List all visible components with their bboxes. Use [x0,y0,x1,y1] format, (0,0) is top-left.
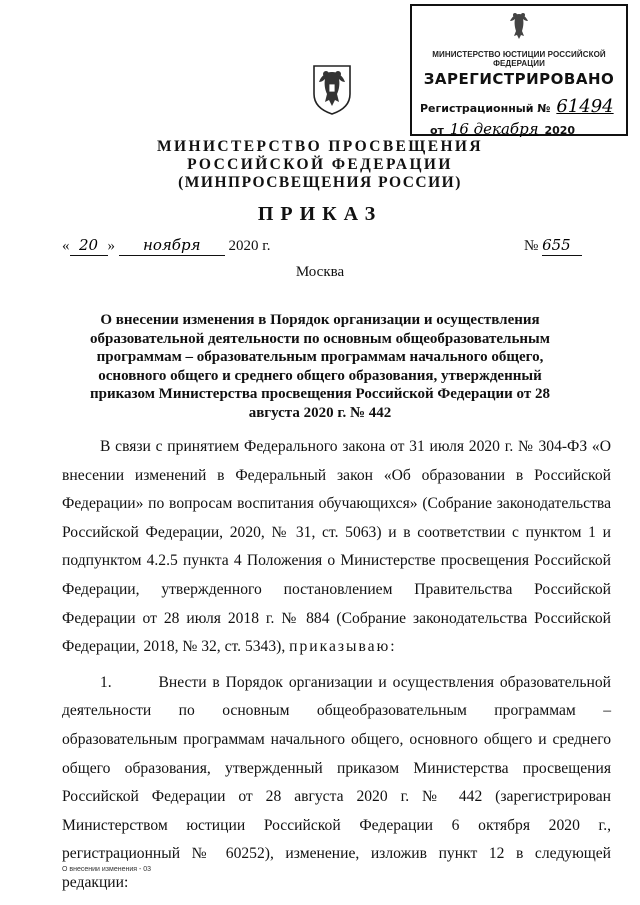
body-paragraph-1 [62,433,611,662]
coat-of-arms-icon [309,60,355,116]
order-number-handwritten: 655 [542,236,571,254]
stamp-ministry-name: МИНИСТЕРСТВО ЮСТИЦИИ РОССИЙСКОЙ ФЕДЕРАЦИИ [432,50,606,68]
order-date [62,236,270,256]
stamp-date-handwritten: 16 декабря [449,120,539,138]
footer-note: О внесении изменения - 03 [62,866,152,873]
body-paragraph-2-text: Внести в Порядок организации и осуществления образовательной деятельности по основным общеобразовательным программам – образовательным программам начального общего, основного общего и среднего общего образования, утвержденный приказом Министерства просвещения Российской Федерации от 28 августа 2020 г. № 442 (зарегистрирован Министерством юстиции Российской Федерации 6 октября 2020 г., регистрационный № 60252), изменение, изложив пункт 12 в следующей редакции: [62,673,611,891]
order-word: приказываю: [289,638,397,656]
stamp-registration-number [420,96,614,117]
body-paragraph-1-text: В связи с принятием Федерального закона от 31 июля 2020 г. № 304-ФЗ «О внесении изменений в Федеральный закон «Об образовании в Российской Федерации» по вопросам воспитания обучающихся» (Собрание законодательства Российской Федерации, 2020, № 31, ст. 5063) и в соответствии с пунктом 1 и подпунктом 4.2.5 пункта 4 Положения о Министерстве просвещения Российской Федерации, утвержденного постановлением Правительства Российской Федерации от 28 июля 2018 г. № 884 (Собрание законодательства Российской Федерации, 2018, № 32, ст. 5343), [62,438,611,656]
stamp-coat-of-arms-icon [504,10,534,42]
city: Москва [295,264,345,280]
stamp-date-prefix: от [430,124,444,137]
stamp-date [430,120,575,138]
order-title: ПРИКАЗ [257,203,383,225]
stamp-reg-number-handwritten: 61494 [556,96,614,117]
date-year: 2020 г. [228,238,271,254]
ministry-name-line1: МИНИСТЕРСТВО ПРОСВЕЩЕНИЯ [157,138,483,155]
order-body [62,433,611,898]
date-day-handwritten: 20 [78,236,99,254]
stamp-date-year: 2020 [544,124,576,137]
order-number [524,236,582,256]
order-number-prefix: № [524,238,539,254]
stamp-reg-label: Регистрационный № [420,102,551,115]
ministry-name-line2: РОССИЙСКОЙ ФЕДЕРАЦИИ [187,156,453,173]
order-subject: О внесении изменения в Порядок организации и осуществления образовательной деятельности по основным общеобразовательным программам – образовательным программам начального общего, основного общего и среднего общего образования, утвержденный приказом Министерства просвещения Российской Федерации от 28 августа 2020 г. № 442 [90,312,550,421]
registration-stamp [410,4,628,136]
paragraph-number: 1. [100,673,112,691]
ministry-short-name: (МИНПРОСВЕЩЕНИЯ РОССИИ) [178,174,462,191]
body-paragraph-2 [62,669,611,898]
date-month-handwritten: ноября [142,236,201,254]
date-open-quote: « [62,238,70,254]
stamp-registered-label: ЗАРЕГИСТРИРОВАНО [423,70,615,88]
date-close-quote: » [107,238,115,254]
